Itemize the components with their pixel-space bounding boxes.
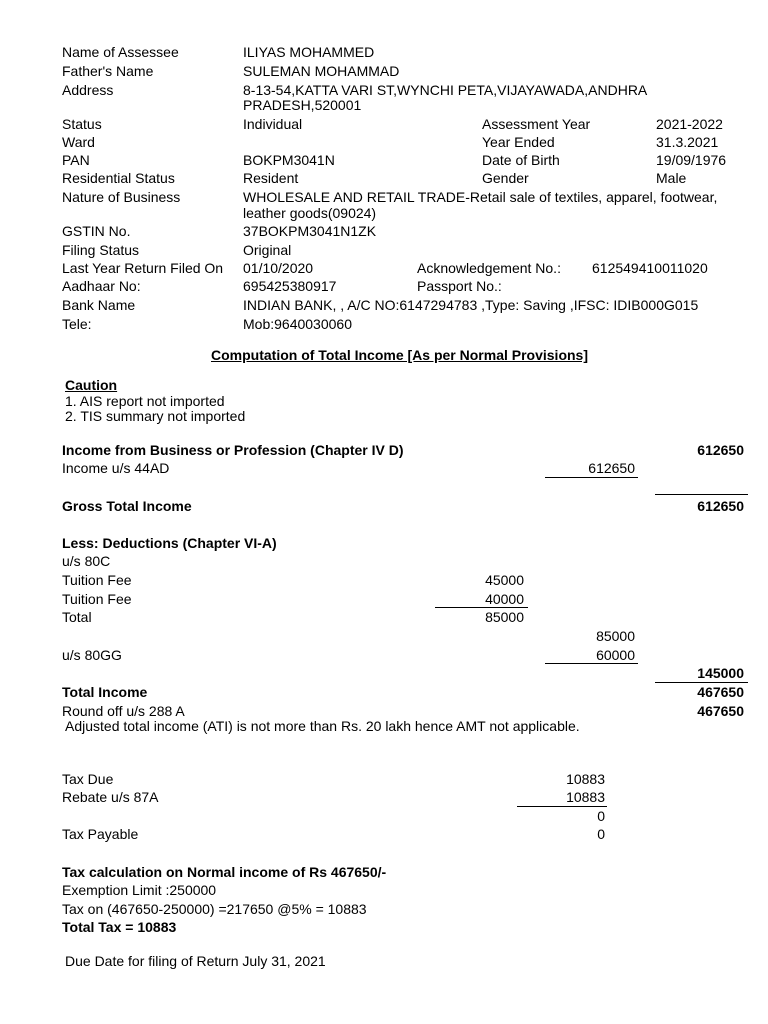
total-80c-amount: 85000 — [485, 609, 524, 625]
rebate-87a-label: Rebate u/s 87A — [62, 789, 159, 805]
round-off-label: Round off u/s 288 A — [62, 703, 185, 719]
gstin-value: 37BOKPM3041N1ZK — [243, 223, 377, 239]
income-44ad-amount: 612650 — [588, 460, 635, 476]
computation-title: Computation of Total Income [As per Normal Provisions] — [211, 347, 588, 363]
business-income-amount: 612650 — [697, 442, 744, 458]
section-80c-amount: 85000 — [596, 628, 635, 644]
year-ended-value: 31.3.2021 — [656, 134, 719, 150]
total-80c-label: Total — [62, 609, 92, 625]
aadhaar-label: Aadhaar No: — [62, 278, 141, 294]
ward-label: Ward — [62, 134, 95, 150]
last-return-label: Last Year Return Filed On — [62, 260, 224, 276]
last-return-value: 01/10/2020 — [243, 260, 314, 276]
caution-item: 1. AIS report not imported — [65, 393, 225, 409]
residential-status-label: Residential Status — [62, 170, 175, 186]
gross-total-income-label: Gross Total Income — [62, 498, 192, 514]
tax-payable-label: Tax Payable — [62, 826, 139, 842]
gender-label: Gender — [482, 170, 529, 186]
address-line1: 8-13-54,KATTA VARI ST,WYNCHI PETA,VIJAYAWADA,ANDHRA — [243, 82, 648, 98]
net-tax-amount: 0 — [597, 808, 605, 824]
status-label: Status — [62, 116, 102, 132]
total-income-amount: 467650 — [697, 684, 744, 700]
total-income-label: Total Income — [62, 684, 148, 700]
caution-title: Caution — [65, 377, 118, 393]
tuition-fee-amount: 40000 — [485, 591, 524, 607]
assessment-year-value: 2021-2022 — [656, 116, 723, 132]
pan-label: PAN — [62, 152, 90, 168]
subtotal-line — [545, 663, 638, 664]
deductions-heading: Less: Deductions (Chapter VI-A) — [62, 535, 277, 551]
business-income-heading: Income from Business or Profession (Chapter IV D) — [62, 442, 404, 458]
nature-of-business-line2: leather goods(09024) — [243, 205, 377, 221]
section-80c-label: u/s 80C — [62, 553, 111, 569]
income-44ad-label: Income u/s 44AD — [62, 460, 170, 476]
tuition-fee-label: Tuition Fee — [62, 572, 132, 588]
section-80gg-amount: 60000 — [596, 647, 635, 663]
pan-value: BOKPM3041N — [243, 152, 335, 168]
subtotal-line — [655, 682, 748, 683]
gender-value: Male — [656, 170, 687, 186]
residential-status-value: Resident — [243, 170, 299, 186]
exemption-limit: Exemption Limit :250000 — [62, 882, 217, 898]
section-80gg-label: u/s 80GG — [62, 647, 122, 663]
father-label: Father's Name — [62, 63, 154, 79]
aadhaar-value: 695425380917 — [243, 278, 337, 294]
nature-of-business-label: Nature of Business — [62, 189, 181, 205]
year-ended-label: Year Ended — [482, 134, 555, 150]
acknowledgement-label: Acknowledgement No.: — [417, 260, 561, 276]
tax-due-amount: 10883 — [566, 771, 605, 787]
address-label: Address — [62, 82, 114, 98]
tuition-fee-amount: 45000 — [485, 572, 524, 588]
due-date-note: Due Date for filing of Return July 31, 2021 — [65, 953, 326, 969]
bank-label: Bank Name — [62, 297, 136, 313]
assessment-year-label: Assessment Year — [482, 116, 591, 132]
tax-calculation-heading: Tax calculation on Normal income of Rs 467650/- — [62, 864, 387, 880]
tax-payable-amount: 0 — [597, 826, 605, 842]
tele-label: Tele: — [62, 316, 92, 332]
nature-of-business-line1: WHOLESALE AND RETAIL TRADE-Retail sale of textiles, apparel, footwear, — [243, 189, 718, 205]
subtotal-line — [517, 806, 607, 807]
caution-item: 2. TIS summary not imported — [65, 408, 246, 424]
passport-label: Passport No.: — [417, 278, 502, 294]
deductions-total-amount: 145000 — [697, 665, 744, 681]
father-value: SULEMAN MOHAMMAD — [243, 63, 400, 79]
name-label: Name of Assessee — [62, 44, 179, 60]
amt-note: Adjusted total income (ATI) is not more than Rs. 20 lakh hence AMT not applicable. — [65, 718, 580, 734]
subtotal-line — [655, 494, 748, 495]
status-value: Individual — [243, 116, 303, 132]
total-tax: Total Tax = 10883 — [62, 919, 177, 935]
dob-label: Date of Birth — [482, 152, 560, 168]
tuition-fee-label: Tuition Fee — [62, 591, 132, 607]
round-off-amount: 467650 — [697, 703, 744, 719]
rebate-87a-amount: 10883 — [566, 789, 605, 805]
gstin-label: GSTIN No. — [62, 223, 131, 239]
tax-due-label: Tax Due — [62, 771, 114, 787]
subtotal-line — [545, 477, 638, 478]
dob-value: 19/09/1976 — [656, 152, 727, 168]
gross-total-income-amount: 612650 — [697, 498, 744, 514]
filing-status-label: Filing Status — [62, 242, 140, 258]
filing-status-value: Original — [243, 242, 292, 258]
bank-value: INDIAN BANK, , A/C NO:6147294783 ,Type: Saving ,IFSC: IDIB000G015 — [243, 297, 699, 313]
subtotal-line — [435, 607, 528, 608]
tele-value: Mob:9640030060 — [243, 316, 352, 332]
name-value: ILIYAS MOHAMMED — [243, 44, 375, 60]
tax-formula: Tax on (467650-250000) =217650 @5% = 10883 — [62, 901, 367, 917]
address-line2: PRADESH,520001 — [243, 97, 362, 113]
acknowledgement-value: 612549410011020 — [592, 260, 708, 276]
